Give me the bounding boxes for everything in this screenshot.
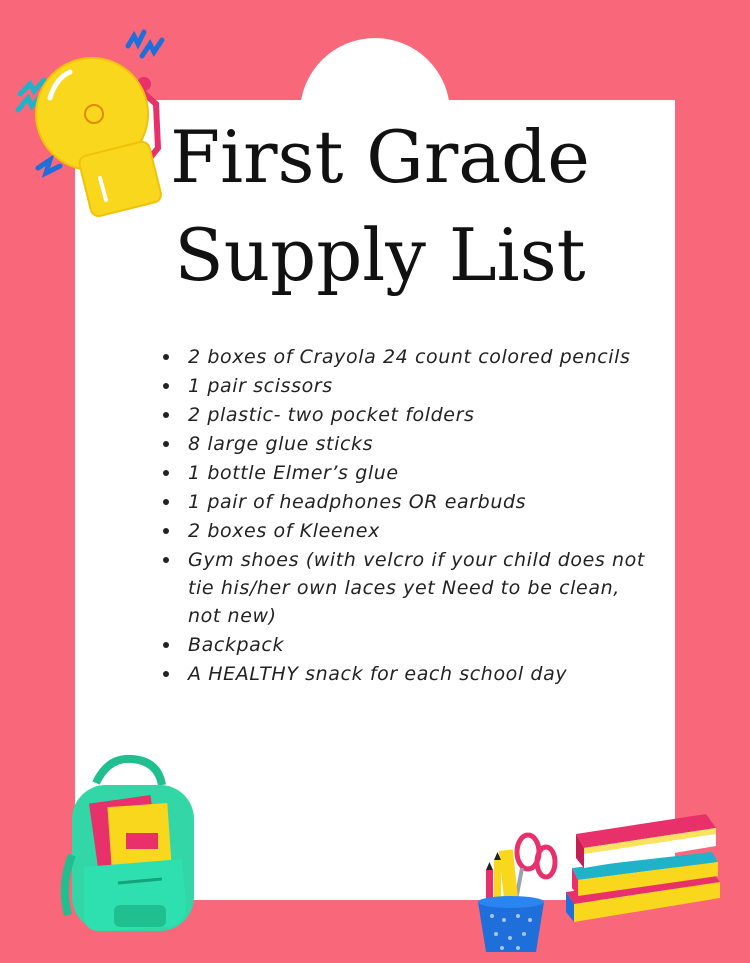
pencil-cup-icon <box>470 830 560 955</box>
list-item: • 1 bottle Elmer’s glue <box>182 458 652 487</box>
backpack-icon <box>58 755 208 935</box>
list-item: • 2 boxes of Crayola 24 count colored pencils <box>182 342 652 371</box>
list-item: • 1 pair of headphones OR earbuds <box>182 487 652 516</box>
page-title <box>120 108 640 304</box>
list-item: • Gym shoes (with velcro if your child does not tie his/her own laces yet Need to be clean, not new) <box>182 545 652 630</box>
title-line-2: Supply List <box>174 213 586 297</box>
list-item: • 8 large glue sticks <box>182 429 652 458</box>
list-item: • Backpack <box>182 630 652 659</box>
title-line-1: First Grade <box>170 115 590 199</box>
list-item: • A HEALTHY snack for each school day <box>182 659 652 688</box>
list-item: • 2 plastic- two pocket folders <box>182 400 652 429</box>
list-item: • 2 boxes of Kleenex <box>182 516 652 545</box>
list-item: • 1 pair scissors <box>182 371 652 400</box>
supply-list <box>160 342 652 688</box>
book-stack-icon <box>562 808 727 928</box>
